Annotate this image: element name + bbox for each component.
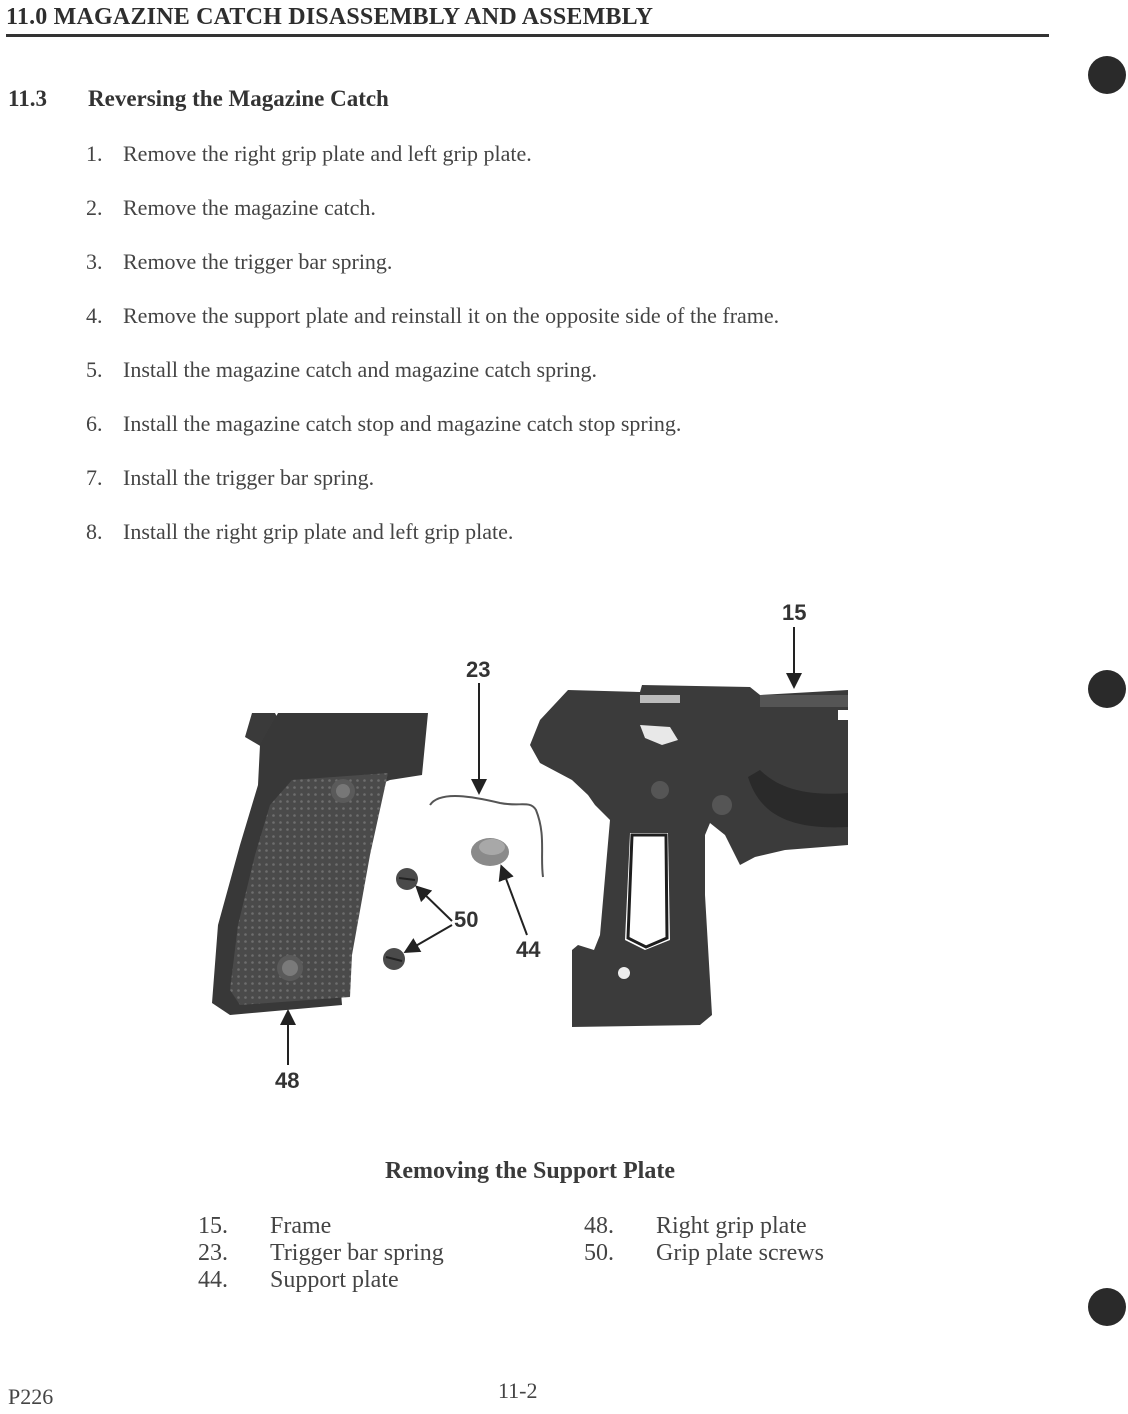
legend-item — [198, 1267, 399, 1294]
parts-photo — [200, 595, 860, 1100]
step-item — [86, 410, 779, 464]
section-title: Reversing the Magazine Catch — [88, 86, 389, 111]
legend-number: 44. — [198, 1267, 228, 1293]
grip-plate-screws-image — [383, 868, 418, 970]
legend-item — [198, 1213, 331, 1240]
footer-model: P226 — [8, 1384, 54, 1409]
legend-label: Frame — [270, 1213, 332, 1239]
page-header-title: 11.0 MAGAZINE CATCH DISASSEMBLY AND ASSEMBLY — [6, 4, 654, 30]
footer-page-number: 11-2 — [498, 1378, 538, 1403]
step-number: 6. — [86, 411, 103, 436]
legend-number: 23. — [198, 1240, 228, 1266]
step-number: 7. — [86, 465, 103, 490]
step-text: Remove the magazine catch. — [123, 195, 376, 220]
parts-figure — [200, 595, 860, 1100]
legend-number: 15. — [198, 1213, 228, 1239]
binder-hole — [1088, 670, 1126, 708]
step-number: 3. — [86, 249, 103, 274]
step-item — [86, 248, 779, 302]
callout-label-23: 23 — [466, 657, 491, 682]
legend-item — [584, 1213, 807, 1240]
callout-arrow-50-upper — [418, 888, 452, 921]
step-number: 8. — [86, 519, 103, 544]
binder-hole — [1088, 56, 1126, 94]
step-item — [86, 464, 779, 518]
callout-label-50: 50 — [454, 907, 479, 932]
callout-arrow-44 — [502, 868, 527, 935]
legend-label: Support plate — [270, 1267, 399, 1293]
step-text: Install the right grip plate and left grip plate. — [123, 519, 514, 544]
step-text: Install the magazine catch stop and magazine catch stop spring. — [123, 411, 682, 436]
step-number: 4. — [86, 303, 103, 328]
header-rule — [6, 34, 1049, 37]
legend-label: Grip plate screws — [656, 1240, 824, 1266]
step-text: Remove the right grip plate and left grip plate. — [123, 141, 532, 166]
frame-image — [530, 685, 848, 1027]
legend-label: Trigger bar spring — [270, 1240, 444, 1266]
callout-arrow-50-lower — [407, 925, 452, 951]
legend-number: 48. — [584, 1213, 614, 1239]
step-number: 5. — [86, 357, 103, 382]
step-item — [86, 302, 779, 356]
step-text: Remove the support plate and reinstall it on the opposite side of the frame. — [123, 303, 780, 328]
procedure-steps — [86, 140, 779, 572]
callout-label-44: 44 — [516, 937, 541, 962]
legend-item — [198, 1240, 444, 1267]
step-number: 2. — [86, 195, 103, 220]
callout-label-48: 48 — [275, 1068, 300, 1093]
step-text: Remove the trigger bar spring. — [123, 249, 393, 274]
step-item — [86, 140, 779, 194]
legend-item — [584, 1240, 824, 1267]
step-number: 1. — [86, 141, 103, 166]
step-item — [86, 518, 779, 572]
section-number: 11.3 — [8, 86, 47, 111]
binder-hole — [1088, 1288, 1126, 1326]
figure-caption: Removing the Support Plate — [385, 1158, 675, 1184]
step-item — [86, 356, 779, 410]
support-plate-image — [471, 838, 509, 866]
legend-label: Right grip plate — [656, 1213, 807, 1239]
step-item — [86, 194, 779, 248]
step-text: Install the magazine catch and magazine catch spring. — [123, 357, 598, 382]
step-text: Install the trigger bar spring. — [123, 465, 375, 490]
legend-number: 50. — [584, 1240, 614, 1266]
callout-label-15: 15 — [782, 600, 807, 625]
